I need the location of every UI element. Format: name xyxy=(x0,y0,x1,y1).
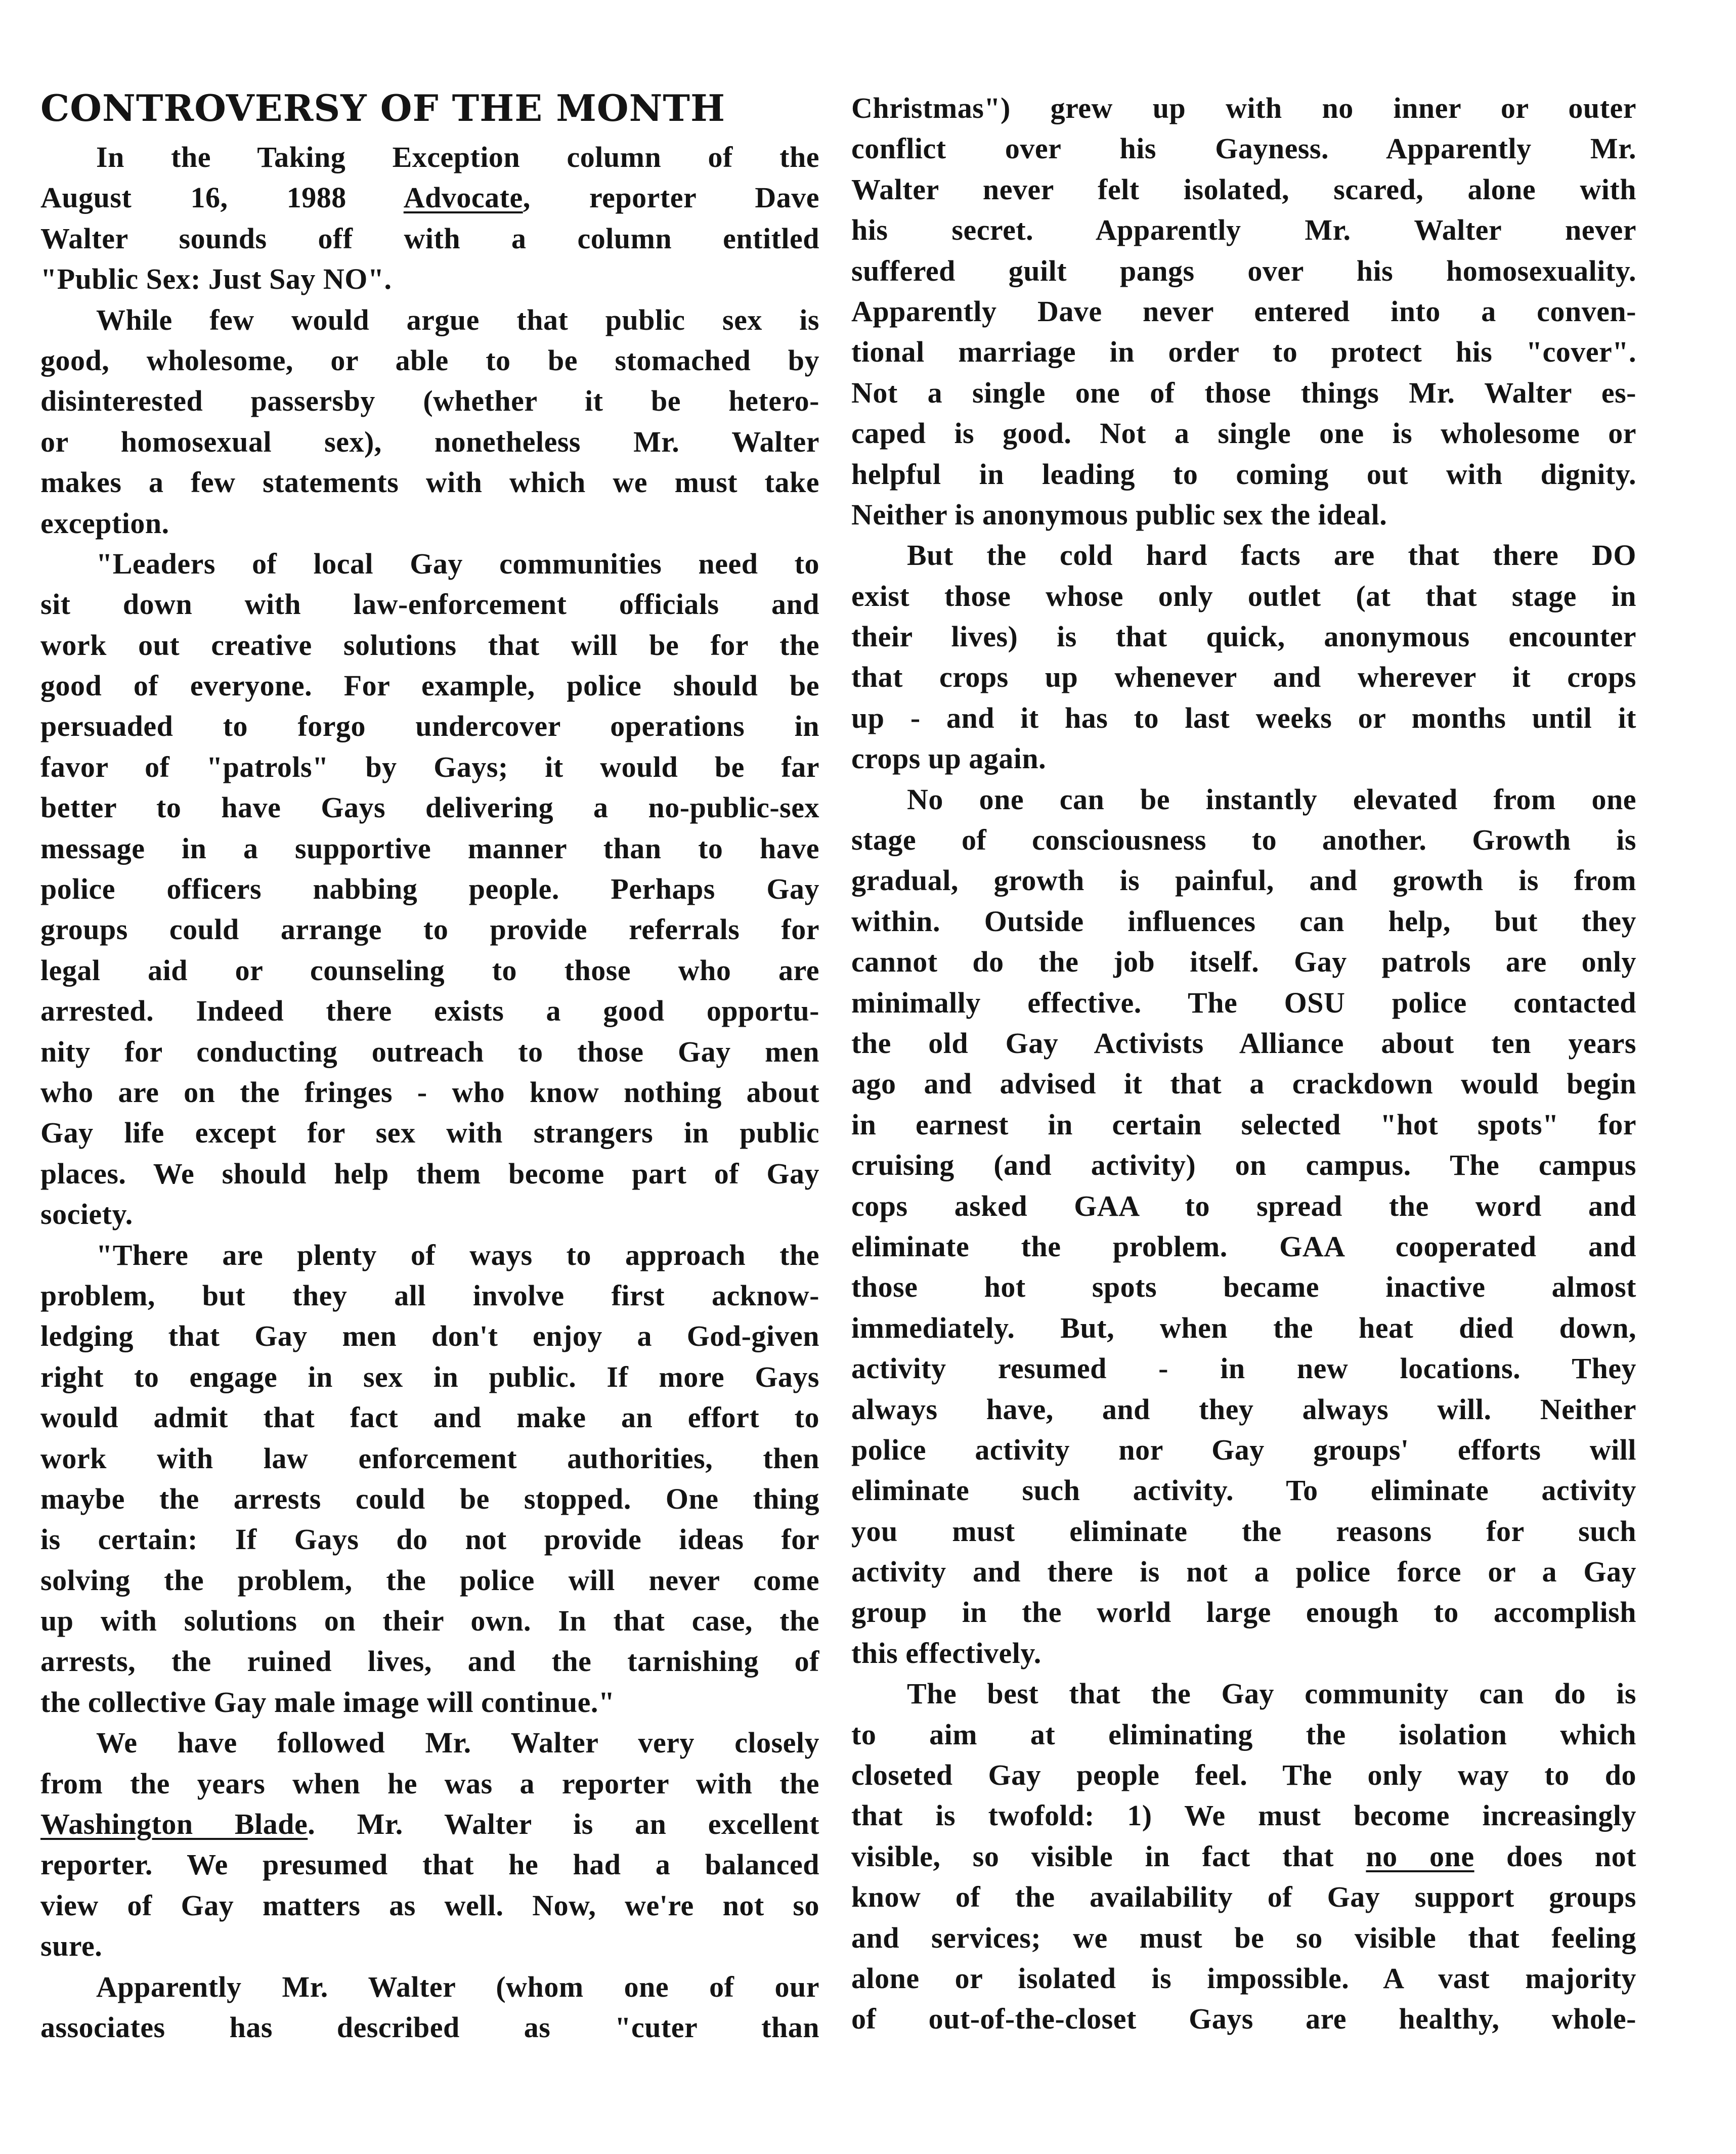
text-line: No one can be instantly elevated from one xyxy=(907,782,1636,816)
text-line: work with law enforcement authorities, then xyxy=(40,1441,819,1475)
article-title: CONTROVERSY OF THE MONTH xyxy=(40,86,726,129)
text-line: associates has described as "cuter than xyxy=(40,2010,819,2044)
text-line: the collective Gay male image will continue." xyxy=(40,1685,615,1719)
text-line: eliminate such activity. To eliminate activity xyxy=(851,1474,1636,1507)
text-line: suffered guilt pangs over his homosexuality. xyxy=(851,254,1636,287)
text-segment: August 16, 1988 xyxy=(40,181,404,214)
text-line: good, wholesome, or able to be stomached by xyxy=(40,343,819,377)
text-line: you must eliminate the reasons for such xyxy=(851,1514,1636,1548)
paragraph xyxy=(851,535,1636,779)
text-segment: visible, so visible in fact that xyxy=(851,1839,1366,1873)
text-line: immediately. But, when the heat died down, xyxy=(851,1311,1636,1344)
text-line: legal aid or counseling to those who are xyxy=(40,953,819,987)
text-line: Neither is anonymous public sex the ideal. xyxy=(851,498,1387,531)
text-line: solving the problem, the police will never come xyxy=(40,1563,819,1597)
text-line: persuaded to forgo undercover operations in xyxy=(40,710,819,743)
text-segment: , reporter Dave xyxy=(523,181,819,214)
text-line: sure. xyxy=(40,1929,103,1963)
text-line: caped is good. Not a single one is wholesome or xyxy=(851,417,1636,450)
text-line: of out-of-the-closet Gays are healthy, whole- xyxy=(851,2002,1636,2036)
text-line: better to have Gays delivering a no-public-sex xyxy=(40,791,819,824)
text-line: exception. xyxy=(40,506,169,540)
text-line: problem, but they all involve first acknow- xyxy=(40,1279,819,1312)
text-line: Walter never felt isolated, scared, alone with xyxy=(851,172,1636,206)
text-line: police activity nor Gay groups' efforts will xyxy=(851,1433,1636,1466)
text-line: Walter sounds off with a column entitled xyxy=(40,222,819,255)
text-line: crops up again. xyxy=(851,742,1047,775)
text-line: police officers nabbing people. Perhaps Gay xyxy=(40,872,819,906)
text-line: "Public Sex: Just Say NO". xyxy=(40,262,392,296)
text-segment: . Mr. Walter is an excellent xyxy=(308,1808,820,1841)
text-line: who are on the fringes - who know nothing about xyxy=(40,1075,819,1109)
text-line: The best that the Gay community can do is xyxy=(907,1677,1636,1710)
paragraph xyxy=(40,1723,819,1966)
text-line: arrests, the ruined lives, and the tarnishing of xyxy=(40,1645,819,1678)
text-line: While few would argue that public sex is xyxy=(96,303,819,336)
text-line: ago and advised it that a crackdown would begin xyxy=(851,1067,1636,1101)
article-column-right xyxy=(851,88,1636,2040)
text-line: view of Gay matters as well. Now, we're not so xyxy=(40,1888,819,1922)
text-line: eliminate the problem. GAA cooperated and xyxy=(851,1229,1636,1263)
text-line: cruising (and activity) on campus. The campus xyxy=(851,1149,1636,1182)
text-line xyxy=(40,1804,819,1844)
text-line: would admit that fact and make an effort to xyxy=(40,1401,819,1434)
text-line: exist those whose only outlet (at that stage in xyxy=(851,579,1636,612)
text-line: ledging that Gay men don't enjoy a God-given xyxy=(40,1320,819,1353)
text-line: work out creative solutions that will be for the xyxy=(40,628,819,662)
text-line: good of everyone. For example, police should be xyxy=(40,669,819,702)
text-line: arrested. Indeed there exists a good opportu- xyxy=(40,994,819,1028)
text-line: Not a single one of those things Mr. Walter es- xyxy=(851,376,1636,409)
text-line: Apparently Dave never entered into a conven- xyxy=(851,294,1636,328)
paragraph xyxy=(40,300,819,544)
text-line: know of the availability of Gay support groups xyxy=(851,1880,1636,1914)
text-line: helpful in leading to coming out with dignity. xyxy=(851,457,1636,491)
paragraph xyxy=(40,1967,819,2048)
text-line: stage of consciousness to another. Growth is xyxy=(851,823,1636,857)
text-line: is certain: If Gays do not provide ideas for xyxy=(40,1523,819,1556)
text-line: nity for conducting outreach to those Gay men xyxy=(40,1035,819,1068)
text-line: maybe the arrests could be stopped. One thing xyxy=(40,1482,819,1515)
text-line: society. xyxy=(40,1198,133,1231)
text-line: "Leaders of local Gay communities need to xyxy=(96,547,819,580)
text-line: alone or isolated is impossible. A vast majority xyxy=(851,1961,1636,1995)
text-line: disinterested passersby (whether it be hetero- xyxy=(40,384,819,418)
text-line: always have, and they always will. Neither xyxy=(851,1392,1636,1426)
text-line: makes a few statements with which we must take xyxy=(40,466,819,499)
text-line: up with solutions on their own. In that case, the xyxy=(40,1604,819,1638)
text-line: groups could arrange to provide referrals for xyxy=(40,913,819,946)
paragraph xyxy=(40,544,819,1235)
text-line xyxy=(40,178,819,218)
underlined-title: Advocate xyxy=(403,181,523,214)
text-line: within. Outside influences can help, but they xyxy=(851,904,1636,938)
text-line: right to engage in sex in public. If more Gays xyxy=(40,1360,819,1393)
text-line: their lives) is that quick, anonymous encounter xyxy=(851,620,1636,653)
text-line: favor of "patrols" by Gays; it would be far xyxy=(40,750,819,783)
text-line: to aim at eliminating the isolation which xyxy=(851,1718,1636,1751)
text-line: Gay life except for sex with strangers in public xyxy=(40,1116,819,1150)
text-line: conflict over his Gayness. Apparently Mr. xyxy=(851,132,1636,165)
text-line: We have followed Mr. Walter very closely xyxy=(96,1726,819,1760)
text-line: gradual, growth is painful, and growth is from xyxy=(851,864,1636,897)
text-line: In the Taking Exception column of the xyxy=(96,141,819,173)
text-line: in earnest in certain selected "hot spots" for xyxy=(851,1108,1636,1141)
text-line: cannot do the job itself. Gay patrols are only xyxy=(851,945,1636,979)
paragraph xyxy=(851,1674,1636,2040)
text-line: those hot spots became inactive almost xyxy=(851,1270,1636,1304)
text-line: his secret. Apparently Mr. Walter never xyxy=(851,213,1636,247)
text-line: that is twofold: 1) We must become increasingly xyxy=(851,1799,1636,1832)
text-line: group in the world large enough to accomplish xyxy=(851,1596,1636,1629)
text-line: cops asked GAA to spread the word and xyxy=(851,1189,1636,1222)
text-line: tional marriage in order to protect his "cover". xyxy=(851,335,1636,369)
text-line: the old Gay Activists Alliance about ten years xyxy=(851,1026,1636,1060)
text-line: that crops up whenever and wherever it crops xyxy=(851,661,1636,694)
text-line: up - and it has to last weeks or months until it xyxy=(851,701,1636,734)
text-line: this effectively. xyxy=(851,1636,1041,1669)
text-line: minimally effective. The OSU police contacted xyxy=(851,986,1636,1019)
text-line: from the years when he was a reporter with the xyxy=(40,1767,819,1800)
text-line: activity and there is not a police force or a Gay xyxy=(851,1555,1636,1589)
paragraph xyxy=(851,88,1636,535)
article-column-left xyxy=(40,88,819,2048)
text-line: and services; we must be so visible that feeling xyxy=(851,1921,1636,1954)
text-line: sit down with law-enforcement officials and xyxy=(40,588,819,621)
underlined-title: Washington Blade xyxy=(40,1808,308,1841)
underlined-title: no one xyxy=(1366,1839,1474,1873)
text-line: closeted Gay people feel. The only way to do xyxy=(851,1759,1636,1792)
text-segment: does not xyxy=(1474,1839,1636,1873)
text-line: places. We should help them become part of Gay xyxy=(40,1157,819,1190)
paragraph xyxy=(40,137,819,300)
text-line: "There are plenty of ways to approach the xyxy=(96,1238,819,1271)
text-line: reporter. We presumed that he had a balanced xyxy=(40,1848,819,1881)
text-line xyxy=(851,1836,1636,1877)
text-line: But the cold hard facts are that there DO xyxy=(907,539,1636,572)
paragraph xyxy=(40,1235,819,1723)
text-line: message in a supportive manner than to have xyxy=(40,831,819,865)
text-line: Apparently Mr. Walter (whom one of our xyxy=(96,1970,819,2003)
text-line: or homosexual sex), nonetheless Mr. Walter xyxy=(40,425,819,458)
text-line: activity resumed - in new locations. They xyxy=(851,1352,1636,1385)
paragraph xyxy=(851,779,1636,1674)
text-line: Christmas") grew up with no inner or outer xyxy=(851,92,1636,124)
